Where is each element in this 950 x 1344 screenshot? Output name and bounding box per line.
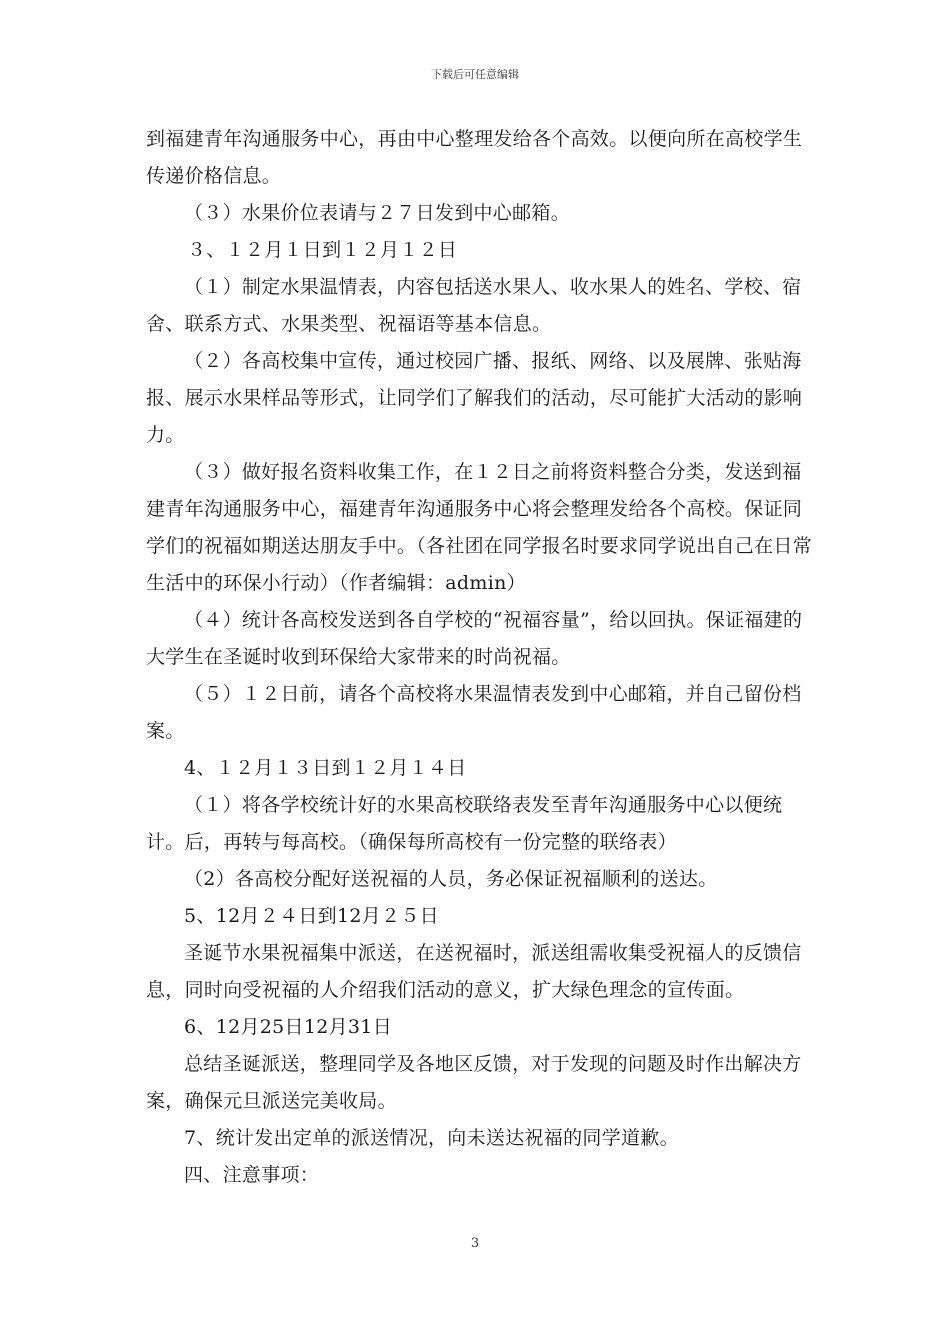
paragraph-item-1-warm-table: （１）制定水果温情表，内容包括送水果人、收水果人的姓名、学校、宿舍、联系方式、水果类型、祝福语等基本信息。 bbox=[146, 276, 802, 335]
paragraph-summary: 总结圣诞派送，整理同学及各地区反馈，对于发现的问题及时作出解决方案，确保元旦派送完美收局。 bbox=[146, 1053, 802, 1112]
section-heading-3: ３、１２月１日到１２月１２日 bbox=[187, 239, 458, 261]
paragraph-item-2-publicity: （２）各高校集中宣传，通过校园广播、报纸、网络、以及展牌、张贴海报、展示水果样品等形式，让同学们了解我们的活动，尽可能扩大活动的影响力。 bbox=[146, 350, 803, 446]
section-heading-6: 6、12月25日12月31日 bbox=[184, 1016, 392, 1038]
section-heading-7: 7、统计发出定单的派送情况，向未送达祝福的同学道歉。 bbox=[184, 1127, 679, 1149]
paragraph-item-1-contact-table: （１）将各学校统计好的水果高校联络表发至青年沟通服务中心以便统计。后，再转与每高校。（确保每所高校有一份完整的联络表） bbox=[146, 794, 783, 853]
paragraph-item-3-price-table: （３）水果价位表请与２７日发到中心邮箱。 bbox=[184, 202, 571, 224]
document-body bbox=[146, 121, 814, 1194]
paragraph-continuation: 到福建青年沟通服务中心，再由中心整理发给各个高效。以便向所在高校学生传递价格信息。 bbox=[146, 128, 803, 187]
section-heading-notes: 四、注意事项： bbox=[184, 1164, 320, 1186]
paragraph-christmas-delivery: 圣诞节水果祝福集中派送，在送祝福时，派送组需收集受祝福人的反馈信息，同时向受祝福的人介绍我们活动的意义，扩大绿色理念的宣传面。 bbox=[146, 942, 802, 1001]
section-heading-4: 4、１２月１３日到１２月１４日 bbox=[184, 757, 467, 779]
paragraph-item-4-statistics: （４）统计各高校发送到各自学校的“祝福容量”，给以回执。保证福建的大学生在圣诞时收到环保给大家带来的时尚祝福。 bbox=[146, 609, 803, 668]
paragraph-item-2-staffing: （2）各高校分配好送祝福的人员，务必保证祝福顺利的送达。 bbox=[184, 868, 718, 890]
page-header: 下载后可任意编辑 bbox=[431, 68, 519, 81]
page-number: 3 bbox=[470, 1236, 480, 1251]
paragraph-item-3-registration: （３）做好报名资料收集工作，在１２日之前将资料整合分类，发送到福建青年沟通服务中心，福建青年沟通服务中心将会整理发给各个高校。保证同学们的祝福如期送达朋友手中。（各社团在同学报名时要求同学说出自己在日常生活中的环保小行动）（作者编辑：admin） bbox=[146, 461, 813, 594]
paragraph-item-5-deadline: （５）１２日前，请各个高校将水果温情表发到中心邮箱，并自己留份档案。 bbox=[146, 683, 802, 742]
section-heading-5: 5、12月２４日到12月２５日 bbox=[184, 905, 439, 927]
